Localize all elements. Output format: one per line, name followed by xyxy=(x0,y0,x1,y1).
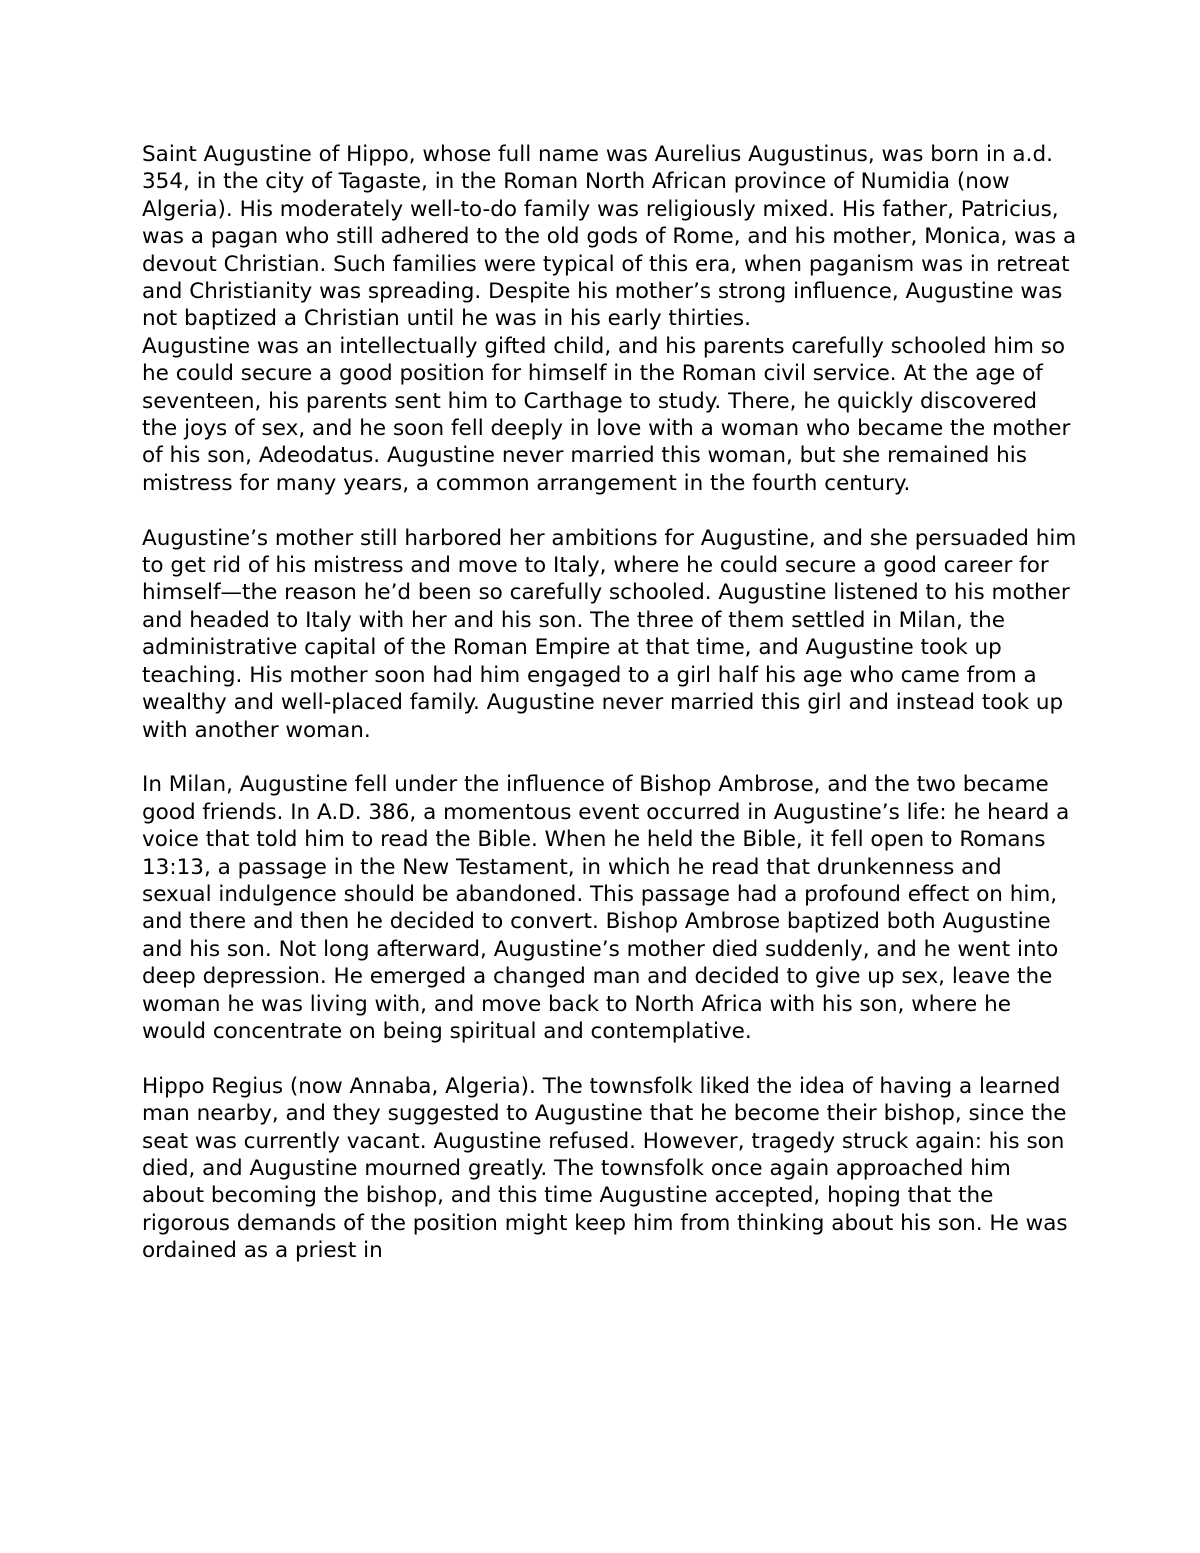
document-body xyxy=(142,141,1077,1265)
paragraph-move-to-italy: Augustine’s mother still harbored her ambitions for Augustine, and she persuaded him to get rid of his mistress and move to Italy, where he could secure a good career for himself—the reason he’d been so carefully schooled. Augustine listened to his mother and headed to Italy with her and his son. The three of them settled in Milan, the administrative capital of the Roman Empire at that time, and Augustine took up teaching. His mother soon had him engaged to a girl half his age who came from a wealthy and well-placed family. Augustine never married this girl and instead took up with another woman. xyxy=(142,525,1077,743)
paragraph-spacer xyxy=(142,1045,1077,1072)
paragraph-education: Augustine was an intellectually gifted child, and his parents carefully schooled him so he could secure a good position for himself in the Roman civil service. At the age of seventeen, his parents sent him to Carthage to study. There, he quickly discovered the joys of sex, and he soon fell deeply in love with a woman who became the mother of his son, Adeodatus. Augustine never married this woman, but she remained his mistress for many years, a common arrangement in the fourth century. xyxy=(142,333,1071,496)
paragraph-conversion: In Milan, Augustine fell under the influence of Bishop Ambrose, and the two became good friends. In A.D. 386, a momentous event occurred in Augustine’s life: he heard a voice that told him to read the Bible. When he held the Bible, it fell open to Romans 13:13, a passage in the New Testament, in which he read that drunkenness and sexual indulgence should be abandoned. This passage had a profound effect on him, and there and then he decided to convert. Bishop Ambrose baptized both Augustine and his son. Not long afterward, Augustine’s mother died suddenly, and he went into deep depression. He emerged a changed man and decided to give up sex, leave the woman he was living with, and move back to North Africa with his son, where he would concentrate on being spiritual and contemplative. xyxy=(142,772,1070,1044)
paragraph-hippo-regius: Hippo Regius (now Annaba, Algeria). The townsfolk liked the idea of having a learned man nearby, and they suggested to Augustine that he become their bishop, since the seat was currently vacant. Augustine refused. However, tragedy struck again: his son died, and Augustine mourned greatly. The townsfolk once again approached him about becoming the bishop, and this time Augustine accepted, hoping that the rigorous demands of the position might keep him from thinking about his son. He was ordained as a priest in xyxy=(142,1073,1068,1264)
paragraph-early-life: Saint Augustine of Hippo, whose full name was Aurelius Augustinus, was born in a.d. 354, in the city of Tagaste, in the Roman North African province of Numidia (now Algeria). His moderately well-to-do family was religiously mixed. His father, Patricius, was a pagan who still adhered to the old gods of Rome, and his mother, Monica, was a devout Christian. Such families were typical of this era, when paganism was in retreat and Christianity was spreading. Despite his mother’s strong influence, Augustine was not baptized a Christian until he was in his early thirties. xyxy=(142,142,1077,332)
paragraph-spacer xyxy=(142,497,1077,524)
paragraph-spacer xyxy=(142,744,1077,771)
